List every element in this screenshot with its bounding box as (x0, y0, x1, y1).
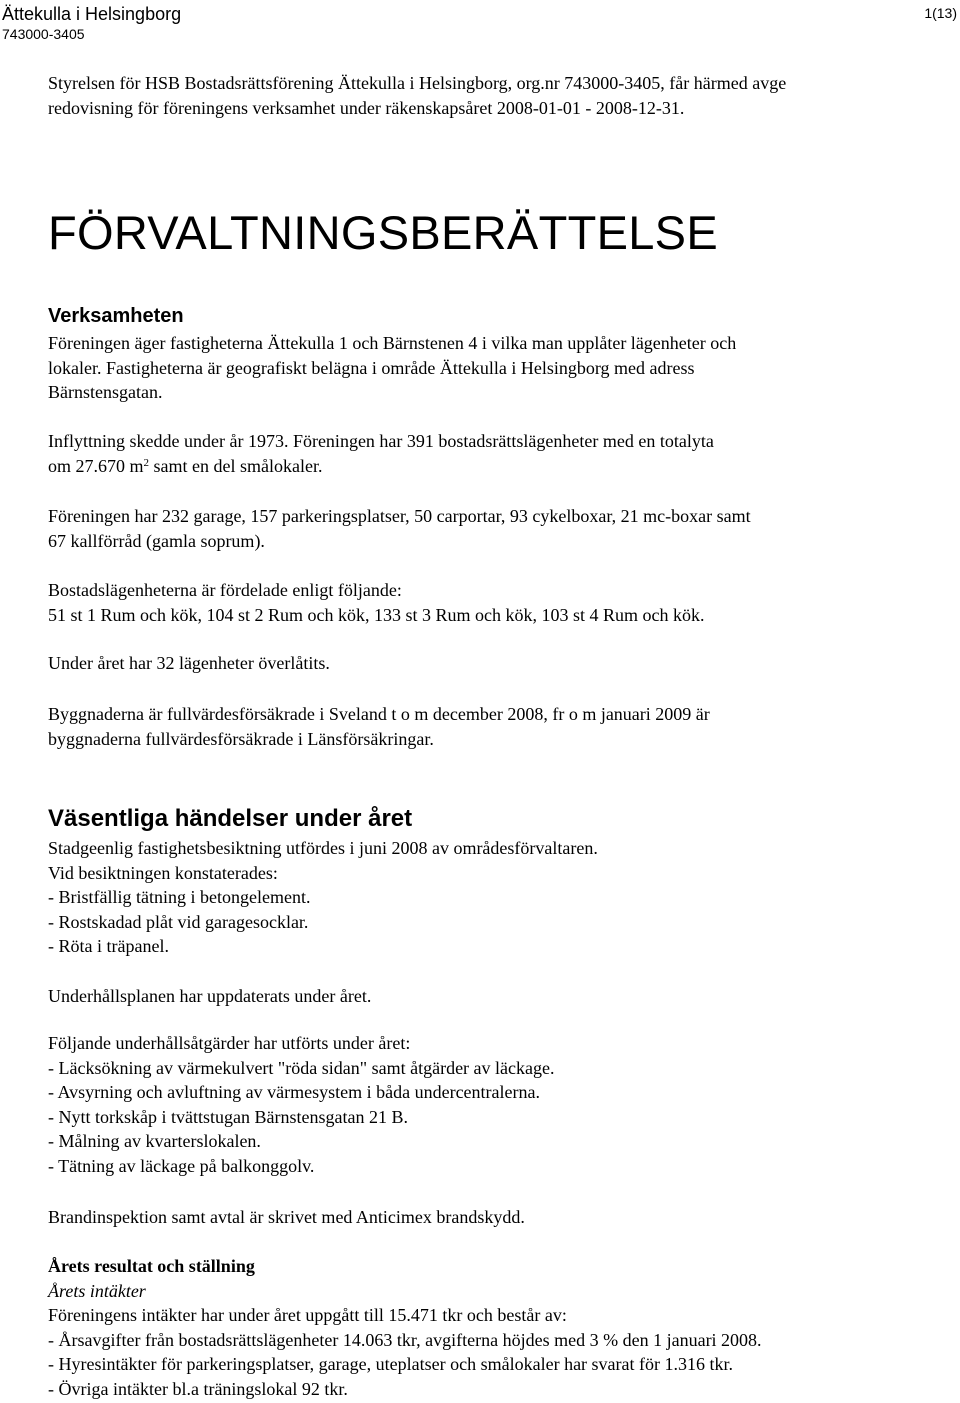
main-title-block (48, 205, 948, 261)
handelser-para2 (48, 984, 948, 1009)
page-number: 1(13) (924, 5, 957, 21)
text-span: om 27.670 m (48, 455, 144, 476)
subheading-intakter: Årets intäkter (48, 1280, 146, 1301)
header-org-id: 743000-3405 (2, 26, 85, 42)
section-heading-verksamheten: Verksamheten (48, 305, 184, 327)
para-line: Vid besiktningen konstaterades: (48, 862, 278, 883)
intro-line: Styrelsen för HSB Bostadsrättsförening Ättekulla i Helsingborg, org.nr 743000-3405, får härmed avge (48, 73, 787, 93)
section-heading-resultat: Årets resultat och ställning (48, 1256, 255, 1276)
para-line: Inflyttning skedde under år 1973. Föreningen har 391 bostadsrättslägenheter med en totalyta (48, 431, 714, 451)
para-line: - Bristfällig tätning i betongelement. (48, 887, 311, 907)
verksamheten-para1 (48, 331, 948, 405)
intro-line: redovisning för föreningens verksamhet under räkenskapsåret 2008-01-01 - 2008-12-31. (48, 97, 685, 118)
para-line: - Läcksökning av värmekulvert "röda sidan" samt åtgärder av läckage. (48, 1057, 555, 1078)
para-line (48, 454, 948, 479)
para-line: Bärnstensgatan. (48, 382, 163, 402)
verksamheten-para3 (48, 504, 948, 553)
para-line: Föreningen äger fastigheterna Ättekulla 1 och Bärnstenen 4 i vilka man upplåter lägenheter och (48, 333, 737, 353)
para-line: Underhållsplanen har uppdaterats under året. (48, 986, 372, 1006)
para-line: - Röta i träpanel. (48, 936, 169, 956)
para-line: - Övriga intäkter bl.a träningslokal 92 tkr. (48, 1378, 348, 1399)
header-title: Ättekulla i Helsingborg (2, 4, 182, 24)
verksamheten-para5 (48, 651, 948, 676)
para-line: - Årsavgifter från bostadsrättslägenheter 14.063 tkr, avgifterna höjdes med 3 % den 1 januari 2008. (48, 1329, 762, 1350)
superscript: 2 (143, 456, 150, 469)
para-line: - Nytt torkskåp i tvättstugan Bärnstensgatan 21 B. (48, 1106, 408, 1127)
intro-paragraph (48, 71, 948, 120)
para-line: byggnaderna fullvärdesförsäkrade i Länsförsäkringar. (48, 728, 434, 749)
handelser-para4 (48, 1205, 948, 1230)
resultat-section (48, 1254, 948, 1401)
para-line: - Rostskadad plåt vid garagesocklar. (48, 911, 309, 932)
para-line: - Tätning av läckage på balkonggolv. (48, 1155, 315, 1176)
verksamheten-heading-block (48, 303, 948, 329)
para-line: Föreningens intäkter har under året uppgått till 15.471 tkr och består av: (48, 1305, 567, 1325)
para-line: - Målning av kvarterslokalen. (48, 1131, 261, 1151)
para-line: Brandinspektion samt avtal är skrivet med Anticimex brandskydd. (48, 1207, 525, 1227)
para-line: Föreningen har 232 garage, 157 parkeringsplatser, 50 carportar, 93 cykelboxar, 21 mc-boxar samt (48, 506, 751, 526)
verksamheten-para6 (48, 702, 948, 751)
verksamheten-para2 (48, 429, 948, 478)
para-line: 67 kallförråd (gamla soprum). (48, 530, 265, 551)
para-line: - Hyresintäkter för parkeringsplatser, garage, uteplatser och smålokaler har svarat för 1.316 tkr. (48, 1354, 734, 1374)
handelser-para3 (48, 1031, 948, 1178)
para-line: Bostadslägenheterna är fördelade enligt följande: (48, 580, 402, 600)
para-line: 51 st 1 Rum och kök, 104 st 2 Rum och kök, 133 st 3 Rum och kök, 103 st 4 Rum och kök. (48, 604, 705, 625)
section-heading-handelser: Väsentliga händelser under året (48, 805, 413, 832)
verksamheten-para4 (48, 578, 948, 627)
handelser-heading-block (48, 804, 948, 834)
handelser-para1 (48, 836, 948, 959)
para-line: Stadgeenlig fastighetsbesiktning utfördes i juni 2008 av områdesförvaltaren. (48, 838, 598, 858)
para-line: Byggnaderna är fullvärdesförsäkrade i Sveland t o m december 2008, fr o m januari 2009 är (48, 704, 710, 724)
para-line: - Avsyrning och avluftning av värmesystem i båda undercentralerna. (48, 1082, 541, 1102)
main-title: FÖRVALTNINGSBERÄTTELSE (48, 206, 718, 259)
para-line: Följande underhållsåtgärder har utförts under året: (48, 1033, 411, 1053)
para-line: lokaler. Fastigheterna är geografiskt belägna i område Ättekulla i Helsingborg med adress (48, 357, 695, 378)
text-span: samt en del smålokaler. (149, 455, 323, 476)
para-line: Under året har 32 lägenheter överlåtits. (48, 653, 330, 673)
